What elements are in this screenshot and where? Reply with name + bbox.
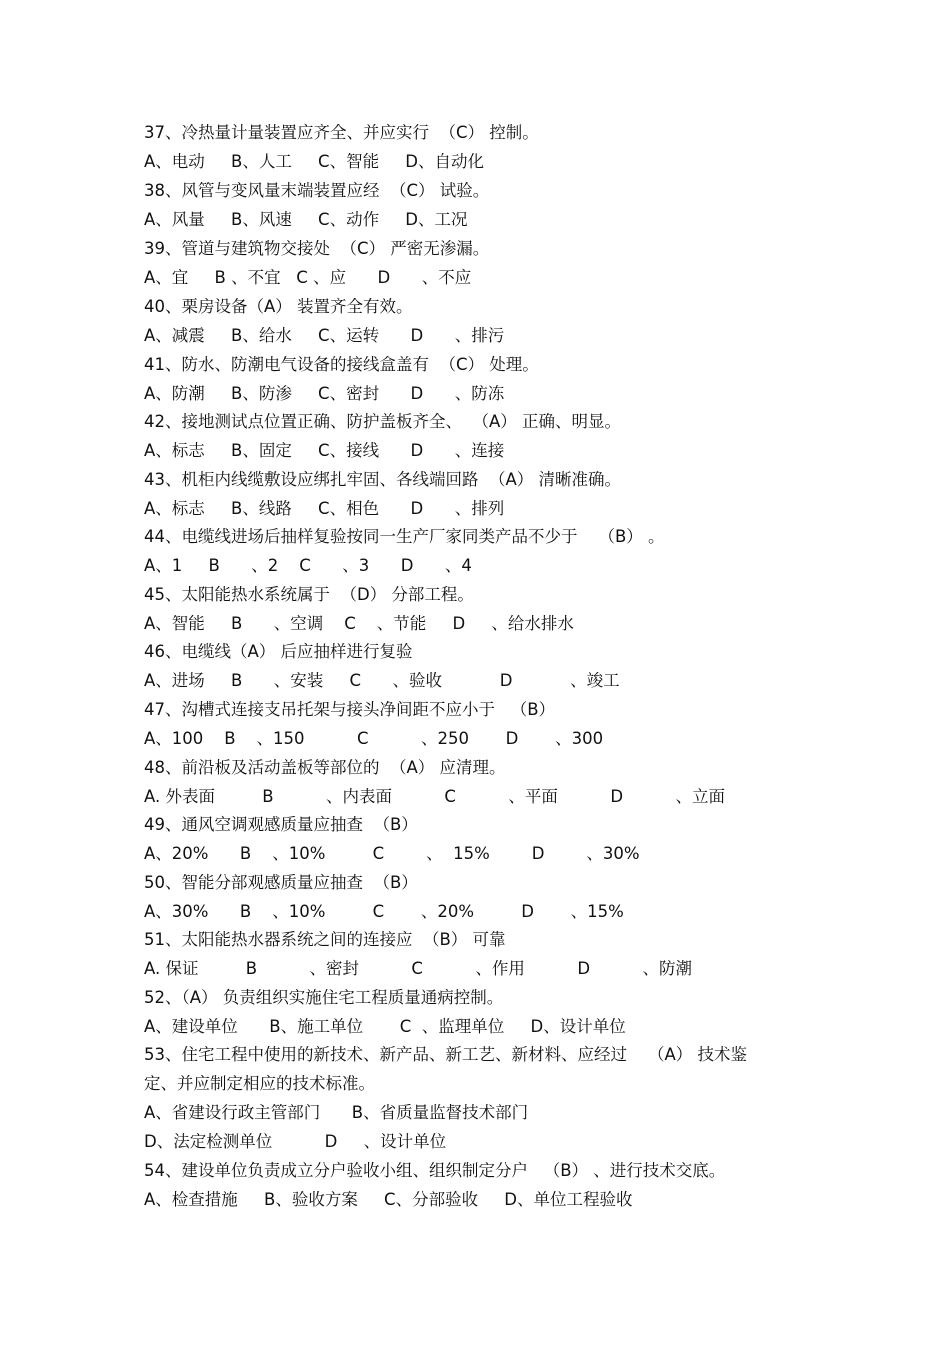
options-41: A、防潮 B、防渗 C、密封 D 、防冻 — [144, 384, 505, 403]
question-52: 52、（A） 负责组织实施住宅工程质量通病控制。 — [144, 988, 504, 1007]
question-41: 41、防水、防潮电气设备的接线盒盖有 （C） 处理。 — [144, 355, 539, 374]
question-43: 43、机柜内线缆敷设应绑扎牢固、各线端回路 （A） 清晰准确。 — [144, 470, 622, 489]
options-49: A、20% B 、10% C 、 15% D 、30% — [144, 844, 640, 863]
question-40: 40、栗房设备（A） 装置齐全有效。 — [144, 297, 413, 316]
options-48: A. 外表面 B 、内表面 C 、平面 D 、立面 — [144, 787, 725, 806]
question-42: 42、接地测试点位置正确、防护盖板齐全、 （A） 正确、明显。 — [144, 412, 622, 431]
options-53-line-1: A、省建设行政主管部门 B、省质量监督技术部门 — [144, 1103, 529, 1122]
options-43: A、标志 B、线路 C、相色 D 、排列 — [144, 499, 505, 518]
question-51: 51、太阳能热水器系统之间的连接应 （B） 可靠 — [144, 930, 506, 949]
options-47: A、100 B 、150 C 、250 D 、300 — [144, 729, 604, 748]
options-53-line-2: D、法定检测单位 D 、设计单位 — [144, 1132, 447, 1151]
question-46: 46、电缆线（A） 后应抽样进行复验 — [144, 642, 413, 661]
question-50: 50、智能分部观感质量应抽查 （B） — [144, 873, 418, 892]
question-38: 38、风管与变风量末端装置应经 （C） 试验。 — [144, 181, 490, 200]
options-37: A、电动 B、人工 C、智能 D、自动化 — [144, 152, 485, 171]
question-53: 53、住宅工程中使用的新技术、新产品、新工艺、新材料、应经过 （A） 技术鉴 — [144, 1045, 748, 1064]
options-40: A、减震 B、给水 C、运转 D 、排污 — [144, 326, 505, 345]
question-53-continued: 定、并应制定相应的技术标准。 — [144, 1074, 375, 1093]
options-46: A、进场 B 、安装 C 、验收 D 、竣工 — [144, 671, 620, 690]
question-54: 54、建设单位负责成立分户验收小组、组织制定分户 （B） 、进行技术交底。 — [144, 1161, 726, 1180]
options-42: A、标志 B、固定 C、接线 D 、连接 — [144, 441, 505, 460]
question-48: 48、前沿板及活动盖板等部位的 （A） 应清理。 — [144, 758, 506, 777]
question-45: 45、太阳能热水系统属于 （D） 分部工程。 — [144, 585, 474, 604]
options-45: A、智能 B 、空调 C 、节能 D 、给水排水 — [144, 614, 574, 633]
options-50: A、30% B 、10% C 、20% D 、15% — [144, 902, 624, 921]
question-37: 37、冷热量计量装置应齐全、并应实行 （C） 控制。 — [144, 123, 539, 142]
options-44: A、1 B 、2 C 、3 D 、4 — [144, 556, 472, 575]
options-52: A、建设单位 B、施工单位 C 、监理单位 D、设计单位 — [144, 1017, 626, 1036]
options-39: A、宜 B 、不宜 C 、应 D 、不应 — [144, 268, 472, 287]
question-44: 44、电缆线进场后抽样复验按同一生产厂家同类产品不少于 （B） 。 — [144, 527, 665, 546]
options-51: A. 保证 B 、密封 C 、作用 D 、防潮 — [144, 959, 692, 978]
options-54: A、检查措施 B、验收方案 C、分部验收 D、单位工程验收 — [144, 1190, 633, 1209]
question-49: 49、通风空调观感质量应抽查 （B） — [144, 815, 418, 834]
question-39: 39、管道与建筑物交接处 （C） 严密无渗漏。 — [144, 239, 490, 258]
question-47: 47、沟槽式连接支吊托架与接头净间距不应小于 （B） — [144, 700, 556, 719]
options-38: A、风量 B、风速 C、动作 D、工况 — [144, 210, 468, 229]
